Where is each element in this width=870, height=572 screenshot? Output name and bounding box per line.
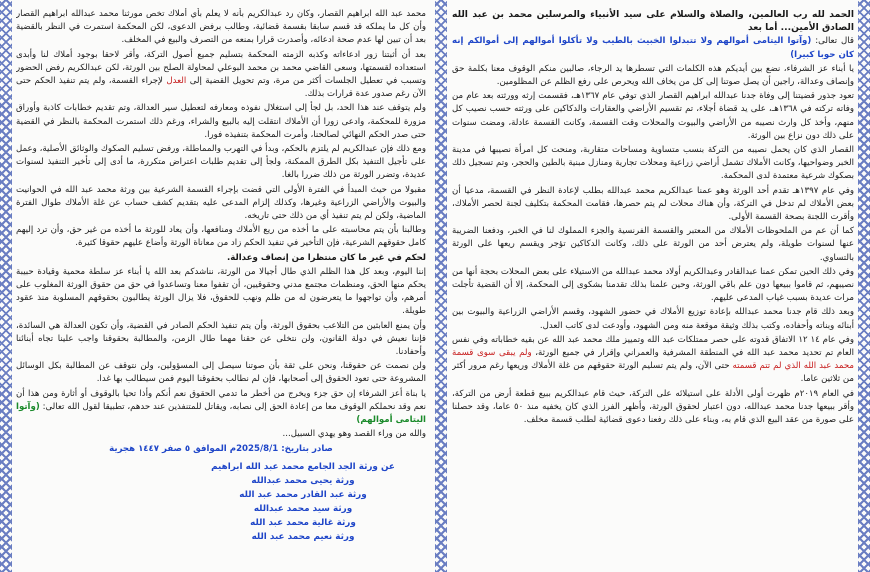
left-paragraph-11-text: يا بناة أعز الشرفاء إن حق جزء ويخرج من أخطر ما تدمي الحقوق نعم أنكم وأذا تحيا بالوقوف أو أثارة ومن هذا أن نعم وقد نحملكم الوقوف معا من إعادة الحق إلى نصابه، ويقاتل للمتنفذين عند حدهم، تطبيقا لقول الله تعالى: <box>16 388 426 412</box>
signature-line: عن ورثة الجد الجامع محمد عبد الله ابراهيم <box>211 461 395 472</box>
left-paragraph-7: لحكم في غير ما كان منتظرا من إنصاف وعدالة. <box>227 252 426 263</box>
right-border-ornament <box>858 0 870 572</box>
paragraph-2: تعود جذور قضيتنا إلى وفاة جدنا عبدالله ابراهيم القصار الذي توفي عام ١٣٦٧هـ، فقسمت إرثه وورثته بعد عام من وفاته تركته في ١٣٦٨هـ، على يد قضاة أجلاء، تم تقسيم الأراضي والعقارات والدكاكين على ورثته حسب نصيب كل منهم، وأخذ كل وارث نصيبه من الأراضي والبيوت والمحلات وقت القسمة، وكانت القسمة عادلة، ومضت سنوات على ذلك دون نزاع بين الورثة. <box>452 91 854 141</box>
signature-line: ورثة يحيى محمد عبدالله <box>251 475 355 486</box>
signature-block <box>16 460 426 544</box>
paragraph-7: وبعد ذلك قام جدنا محمد عبدالله بإعادة توزيع الأملاك في حضور الشهود، وقسم الأراضي الزراعية والبيوت بين أبنائه وبناته وأحفاده، وكتب بذلك وثيقة موقعة منه ومن الشهود، وأودعت لدى كاتب العدل. <box>452 307 854 331</box>
left-border-ornament <box>0 0 12 572</box>
left-paragraph-2 <box>16 49 426 102</box>
left-paragraph-1: محمد عبد الله ابراهيم القصار، وكان رد عبدالكريم بأنه لا يعلم بأي أملاك تخص مورثنا محمد عبدالله ابراهيم القصار وأن كل ما يملكه قد قسم سابقا بقسمة قضائية، وطالب برفض الدعوى، لكن المحكمة استمرت في النظر بالقضية بعد أن تبين لها عدم صحة ادعائه، وأصدرت قرارا بمنعه من التصرف والبيع في المخلف. <box>16 9 426 46</box>
paragraph-8-highlight: ولم يبقى سوى قسمة محمد عبد الله الذي لم تتم قسمته <box>452 348 854 372</box>
quran-paragraph <box>452 35 854 61</box>
paragraph-5: كما أن عم من الملحوظات الأملاك من المعتبر والقسمة الفرنسية والجزء المملوك لنا في الخبر، ودفعنا الضريبة عنها لسنوات طويلة، ولم يعترض أحد من الورثة على ذلك، وكانت الدكاكين تؤجر ويقسم ريعها على الورثة بالتساوي. <box>452 226 854 263</box>
left-text-column <box>16 8 426 566</box>
left-paragraph-2-text: بعد أن أثبتنا زور ادعاءاته وكذبه الزمته المحكمة بتسليم جميع أصول التركة، وأقر لاحقا بوجود أملاك لنا وأبدى استعداده لقسمتها، وسعى القاضي محمد بن محمد البوعلي لمحاولة الصلح بين الورثة، لكن عبدالكريم رفض الحضور وتسبب في تعطيل الجلسات أكثر من مرة، وتم تحويل القضية إلى <box>16 49 426 87</box>
left-paragraph-6: وطالبنا بأن يتم محاسبته على ما أخذه من ريع الأملاك ومنافعها، وأن يعاد للورثة ما أخذه من غير حق، وأن ترد إليهم كامل حقوقهم الشرعية، فإن التأخير في تنفيذ الحكم زاد من معاناة الورثة وأضاع عليهم حقوقا كثيرة. <box>16 225 426 249</box>
quran-intro: قال تعالى: <box>815 36 854 47</box>
paragraph-8-tail: حتى الآن، ولم يتم تسليم الورثة حقوقهم من غلة الأملاك وريعها رغم مرور أكثر من ثلاثين عاما. <box>452 361 854 385</box>
left-paragraph-11-verse: (وآتوا اليتامى أموالهم) <box>16 401 426 426</box>
signature-line: ورثة غالية محمد عبد الله <box>250 517 356 528</box>
paragraph-8-intro: وفي عام ١٤ ١٢ الاتفاق قدوته على حصر ممتلكات عبد الله وتمييز ملك محمد عبد الله عن بقيه خطاباته وفي نفس العام تم تحديد محمد عبد الله في المنطقة المشرفية والعمراني وإقرار في جميع الورثة، <box>452 334 854 359</box>
left-paragraph-2-highlight: العدل <box>166 76 187 87</box>
left-paragraph-3: ولم يتوقف عند هذا الحد، بل لجأ إلى استغلال نفوذه ومعارفه لتعطيل سير العدالة، وتم تقديم خطابات كاذبة وأوراق مزورة للمحكمة، وادعى زورا أن الأملاك انتقلت إليه بالبيع والشراء، ورغم ذلك استمرت المحكمة بالنظر في القضية حتى صدر الحكم النهائي لصالحنا، وأمرت المحكمة بتنفيذه فورا. <box>16 103 426 140</box>
issue-date: صادر بتاريخ: 2025/8/1م الموافق ٥ صفر ١٤٤٧ هجرية <box>109 443 333 454</box>
left-paragraph-9: وأن يمنع العابثين من التلاعب بحقوق الورثة، وأن يتم تنفيذ الحكم الصادر في القضية، وأن تكون العدالة هي السائدة، فإننا نعيش في دولة القانون، ولن نتخلى عن حقنا مهما طال الزمن، والمطالبة بحقوقنا واجب علينا تجاه أبنائنا وأحفادنا. <box>16 320 426 358</box>
letter-heading: الحمد لله رب العالمين، والصلاة والسلام على سيد الأنبياء والمرسلين محمد بن عبد الله الصادق الأمين... أما بعد <box>452 9 854 34</box>
signature-line: ورثة سيد محمد عبدالله <box>253 503 353 514</box>
paragraph-9: في العام ٢٠١٩م ظهرت أولى الأدلة على استيلائه على التركة، حيث قام عبدالكريم ببيع قطعة أرض من التركة، وأقر ببيعها جدنا محمد عبدالله، دون اعتبار لحقوق الورثة، وأظهر الفرز الذي كان يخفيه منذ ٥٠ عاما، وقد حصلنا على صورة من عقد البيع الذي قام به، وبناء على ذلك رفعنا دعوى قضائية لطلب قسمة مخلف. <box>452 388 854 426</box>
signature-line: ورثة عبد القادر محمد عبد الله <box>239 489 367 500</box>
right-text-column <box>452 8 854 566</box>
left-paragraph-8: إننا اليوم، وبعد كل هذا الظلم الذي طال أجيالا من الورثة، نناشدكم بعد الله يا أبناء عز سلطة محمية وقيادة حبيبة يحكم منها الحق، ومنظمات مجتمع مدني وحقوقيين، أن تقفوا معنا وتساعدوا في حق من حقوق الورثة المغلوب على أمرهم، وأن تواجهوا ما يتعرضون له من ظلم ونهب للحقوق، فلا يزال الورثة يطالبون بحقوقهم المسلوبة منذ عقود طويلة. <box>16 266 426 317</box>
left-paragraph-10: ولن نصمت عن حقوقنا، ونحن على ثقة بأن صوتنا سيصل إلى المسؤولين، ولن نتوقف عن المطالبة بكل الوسائل المشروعة حتى تعود الحقوق إلى أصحابها، فإن لم نطالب بحقوقنا اليوم فمن سيطالب بها غدا. <box>16 361 426 385</box>
left-paragraph-2-tail: لإجراء القسمة، ولم يتم تنفيذ الحكم حتى الآن رغم صدور عدة قرارات بذلك. <box>16 76 426 100</box>
left-paragraph-5: مقبولا من حيث المبدأ في الفترة الأولى التي قضت بإجراء القسمة الشرعية بين ورثة محمد عبد الله في الحوانيت والبيوت والأراضي الزراعية وغيرها، وكذلك إلزام المدعى عليه بتقديم كشف حساب عن غلة الأملاك طوال الفترة الماضية، ولكن لم يتم تنفيذ أي من ذلك حتى تاريخه. <box>16 184 426 222</box>
paragraph-3: القصار الذي كان يحمل نصيبه من التركة بنسب متساوية ومساحات متقاربة، ومنحت كل امرأة نصيبها في مدينة الخبر وضواحيها، وكانت الأملاك تشمل أراضي زراعية ومحلات تجارية ومنازل مبنية بالطين والحجر، وتم تسجيل ذلك بصكوك شرعية معتمدة لدى المحكمة. <box>452 145 854 182</box>
paragraph-8 <box>452 334 854 387</box>
paragraph-4: وفي عام ١٣٩٧هـ تقدم أحد الورثة وهو عمنا عبدالكريم محمد عبدالله بطلب لإعادة النظر في القسمة، مدعيا أن بعض الأملاك لم تدخل في التركة، وأن هناك محلات لم يتم حصرها، فقامت المحكمة بتكليف لجنة لحصر الأملاك، وأقرت اللجنة بصحة القسمة الأولى. <box>452 185 854 223</box>
paragraph-6: وفي ذلك الحين تمكن عمنا عبدالقادر وعبدالكريم أولاد محمد عبدالله من الاستيلاء على بعض المحلات بحجة أنها من نصيبهم، ثم قاموا ببيعها دون علم باقي الورثة، وحين علمنا بذلك تقدمنا بشكوى إلى المحكمة، إلا أن القضية تأجلت مرات عديدة بسبب غياب المدعى عليهم. <box>452 266 854 304</box>
quran-verse: (وآتوا اليتامى أموالهم ولا تتبدلوا الخبيث بالطيب ولا تأكلوا أموالهم إلى أموالكم إنه كان حوبا كبيرا) <box>452 36 854 60</box>
left-paragraph-11 <box>16 388 426 428</box>
paragraph-1: يا أبناء عز الشرفاء، نضع بين أيديكم هذه الكلمات التي تسطرها يد الرجاء، صالبين منكم الوقوف معنا بكلمة حق وإنصاف وعدالة، راجين أن يصل صوتنا إلى كل من يخاف الله ويحرص على رفع الظلم عن المظلومين. <box>452 63 854 88</box>
left-paragraph-4: ومع ذلك فإن عبدالكريم لم يلتزم بالحكم، وبدأ في التهرب والمماطلة، ورفض تسليم الصكوك والوثائق الأصلية، وعمل على تأجيل التنفيذ بكل الطرق الممكنة، ولجأ إلى تقديم طلبات اعتراض متكررة، ما أدى إلى تأخير التنفيذ لسنوات عديدة، وتضرر الورثة من ذلك ضررا بالغا. <box>16 144 426 181</box>
closing-line: والله من وراء القصد وهو يهدي السبيل... <box>282 429 426 440</box>
center-divider-ornament <box>435 0 447 572</box>
signature-line: ورثة نعيم محمد عبد الله <box>251 531 355 542</box>
